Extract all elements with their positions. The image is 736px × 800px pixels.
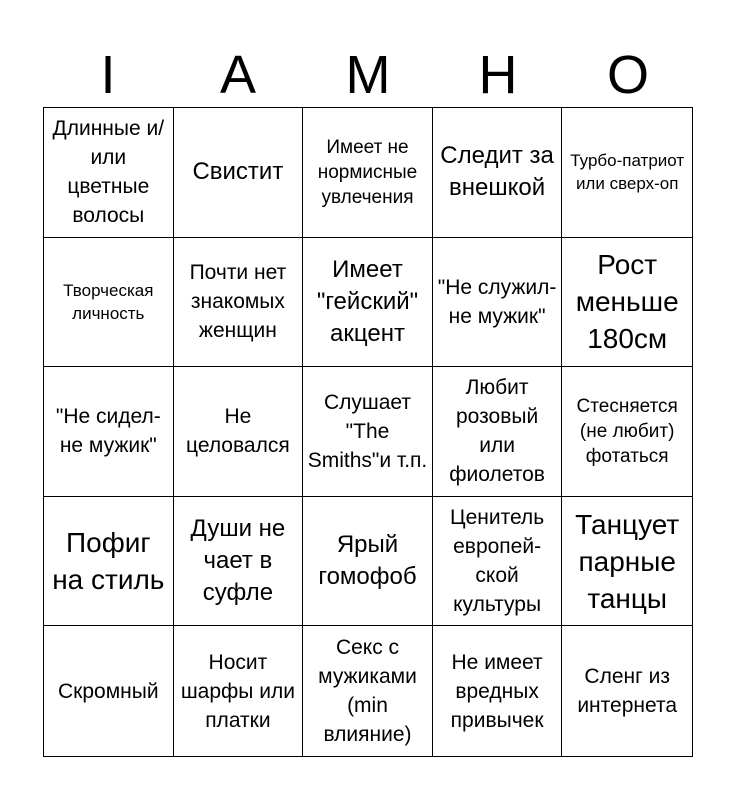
cell-text: Души не чает в суфле	[190, 515, 286, 607]
cell-text: Сленг из интернета	[577, 665, 678, 718]
cell-text: Слушает "The Smiths"и т.п.	[307, 390, 428, 472]
bingo-cell[interactable]	[303, 108, 433, 238]
cell-text: Скромный	[58, 679, 159, 703]
bingo-cell[interactable]	[174, 367, 304, 497]
bingo-cell[interactable]	[433, 108, 563, 238]
bingo-cell[interactable]	[44, 238, 174, 368]
header-letter-3: M	[345, 45, 391, 105]
bingo-cell[interactable]	[44, 497, 174, 627]
bingo-cell[interactable]	[433, 497, 563, 627]
cell-text: Почти нет знакомых женщин	[189, 261, 287, 343]
cell-text: Стесняется (не любит) фотаться	[576, 395, 678, 467]
bingo-cell[interactable]	[562, 626, 692, 756]
cell-text: Свистит	[192, 158, 284, 186]
bingo-cell[interactable]	[303, 238, 433, 368]
bingo-cell[interactable]	[433, 238, 563, 368]
header-letter-4: H	[478, 45, 518, 105]
bingo-cell[interactable]	[303, 367, 433, 497]
cell-text: Творческая личность	[63, 280, 154, 323]
bingo-cell[interactable]	[562, 367, 692, 497]
cell-text: Рост меньше 180см	[575, 249, 679, 355]
header-letter-1: I	[100, 45, 116, 105]
bingo-cell[interactable]	[44, 626, 174, 756]
bingo-cell[interactable]	[174, 108, 304, 238]
cell-text: Пофиг на стиль	[52, 527, 165, 596]
cell-text: Не целовался	[186, 405, 290, 458]
cell-text: Не имеет вредных привычек	[450, 650, 544, 732]
cell-text: Секс с мужиками (min влияние)	[318, 636, 417, 747]
bingo-cell[interactable]	[303, 497, 433, 627]
cell-text: Носит шарфы или платки	[180, 650, 295, 732]
bingo-cell[interactable]	[433, 367, 563, 497]
bingo-grid	[43, 107, 693, 757]
bingo-cell[interactable]	[174, 497, 304, 627]
cell-text: "Не служил-не мужик"	[437, 275, 557, 328]
bingo-header	[43, 44, 693, 106]
bingo-cell[interactable]	[303, 626, 433, 756]
bingo-cell[interactable]	[44, 108, 174, 238]
bingo-cell[interactable]	[562, 238, 692, 368]
bingo-cell[interactable]	[174, 626, 304, 756]
cell-text: Ценитель европей-ской культуры	[450, 506, 545, 617]
cell-text: Длинные и/или цветные волосы	[52, 117, 165, 228]
bingo-cell[interactable]	[174, 238, 304, 368]
cell-text: Турбо-патриот или сверх-оп	[570, 151, 685, 194]
header-letter-2: A	[219, 45, 257, 105]
bingo-cell[interactable]	[44, 367, 174, 497]
cell-text: Любит розовый или фиолетов	[449, 376, 545, 487]
bingo-cell[interactable]	[562, 108, 692, 238]
cell-text: "Не сидел-не мужик"	[55, 405, 161, 458]
header-letter-5: O	[606, 45, 649, 105]
cell-text: Ярый гомофоб	[318, 531, 417, 591]
bingo-cell[interactable]	[562, 497, 692, 627]
cell-text: Следит за внешкой	[440, 142, 554, 202]
cell-text: Имеет "гейский" акцент	[316, 255, 419, 347]
cell-text: Танцует парные танцы	[575, 508, 680, 614]
cell-text: Имеет не нормисные увлечения	[317, 136, 418, 208]
bingo-cell[interactable]	[433, 626, 563, 756]
